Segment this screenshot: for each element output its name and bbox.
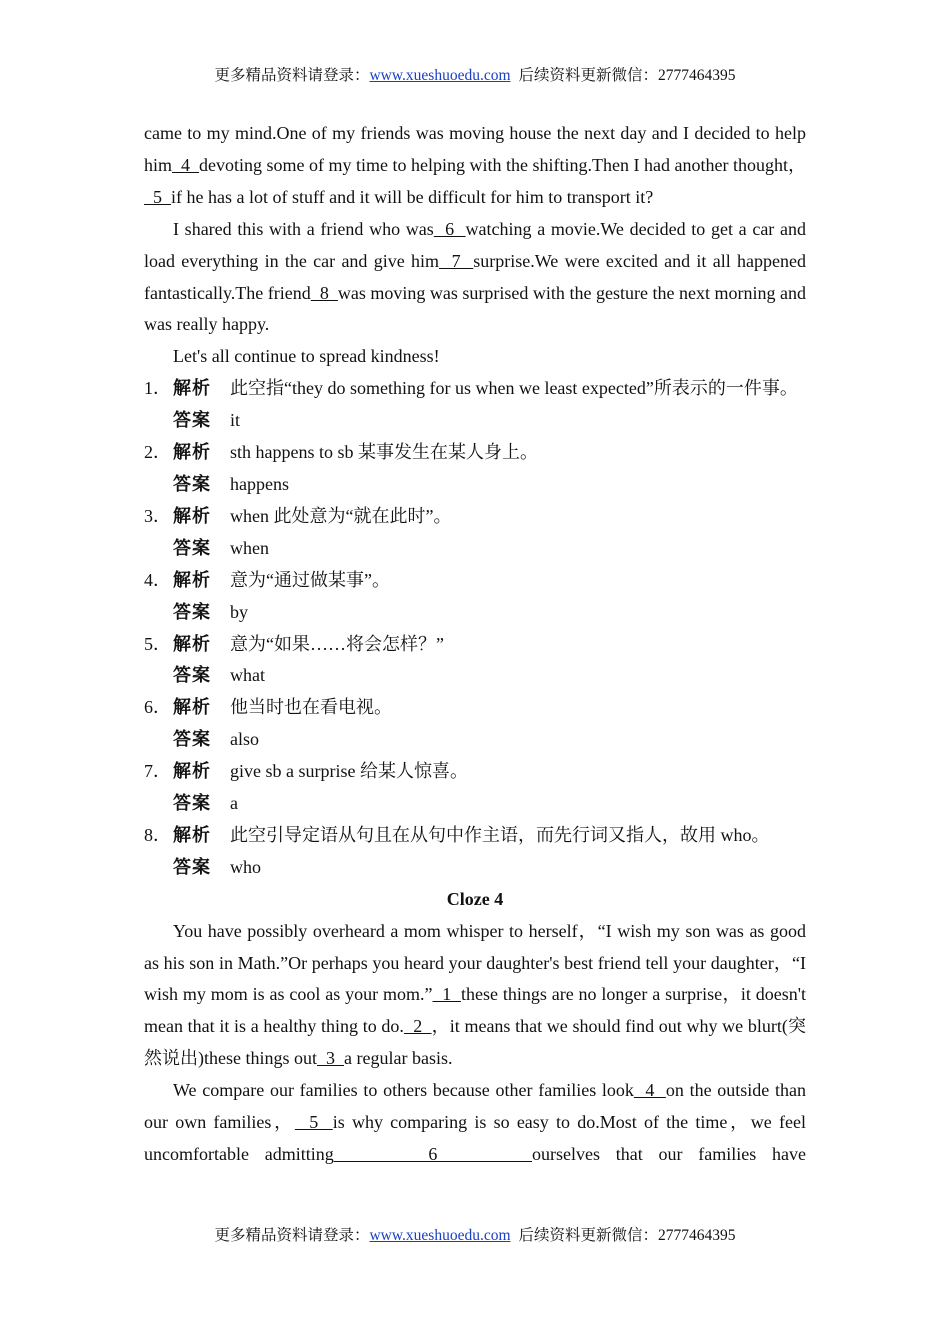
answer-text: it <box>230 410 241 431</box>
answer-row <box>144 724 806 756</box>
blank-5: 5 <box>144 186 171 207</box>
analysis-text: give sb a surprise 给某人惊喜。 <box>230 761 468 782</box>
passage-paragraph: I shared this with a friend who was 6 watching a movie.We decided to get a car and load everything in the car and give him 7 surprise.We were excited and it all happened fantastically.The friend 8 was moving was surprised with the gesture the next morning and was really happy. <box>144 218 807 335</box>
analysis-label: 解析 <box>173 697 211 718</box>
analysis-row <box>144 501 806 533</box>
answer-row <box>144 405 806 437</box>
answer-label: 答案 <box>173 601 211 622</box>
analysis-row <box>144 629 806 661</box>
answer-text: happens <box>230 473 289 494</box>
blank-1: 1 <box>432 984 461 1005</box>
item-number: 6． <box>144 697 171 718</box>
analysis-label: 解析 <box>173 761 211 782</box>
header-suffix: 后续资料更新微信：2777464395 <box>518 67 736 84</box>
header-link[interactable]: www.xueshuoedu.com <box>369 67 511 84</box>
page-header <box>0 66 950 86</box>
analysis-text: when 此处意为“就在此时”。 <box>230 505 452 526</box>
analysis-label: 解析 <box>173 505 211 526</box>
passage-closing: Let's all continue to spread kindness! <box>173 346 440 367</box>
answer-label: 答案 <box>173 856 211 877</box>
analysis-label: 解析 <box>173 569 211 590</box>
passage-paragraph: You have possibly overheard a mom whisper to herself，“I wish my son was as good as his son in Math.”Or perhaps you heard your daughter's best friend tell your daughter，“I wish my mom is as cool as your mom.” 1 these things are no longer a surprise，it doesn't mean that it is a healthy thing to do. 2 ，it means that we should find out why we blurt(突然说出)these things out 3 a regular basis. <box>144 920 806 1069</box>
answer-row <box>144 469 806 501</box>
item-number: 7． <box>144 761 171 782</box>
answer-label: 答案 <box>173 729 211 750</box>
analysis-row <box>144 692 806 724</box>
analysis-row <box>144 373 806 405</box>
analysis-label: 解析 <box>173 633 211 654</box>
analysis-label: 解析 <box>173 824 211 845</box>
analysis-row <box>144 437 806 469</box>
answer-row <box>144 788 806 820</box>
answer-text: what <box>230 665 265 686</box>
answer-row <box>144 852 806 884</box>
footer-link[interactable]: www.xueshuoedu.com <box>369 1227 511 1244</box>
analysis-text: sth happens to sb 某事发生在某人身上。 <box>230 442 538 463</box>
analysis-row <box>144 820 806 852</box>
answer-row <box>144 660 806 692</box>
analysis-text: 此空引导定语从句且在从句中作主语，而先行词又指人，故用 who。 <box>230 824 770 845</box>
answer-text: who <box>230 856 261 877</box>
item-number: 1． <box>144 378 171 399</box>
item-number: 3． <box>144 505 171 526</box>
blank-8: 8 <box>310 282 338 303</box>
page-content <box>144 118 806 1171</box>
page-footer <box>0 1226 950 1246</box>
analysis-label: 解析 <box>173 442 211 463</box>
answer-text: also <box>230 729 259 750</box>
footer-prefix: 更多精品资料请登录： <box>214 1227 370 1244</box>
analysis-text: 此空指“they do something for us when we least expected”所表示的一件事。 <box>230 378 798 399</box>
item-number: 2． <box>144 442 171 463</box>
answer-label: 答案 <box>173 537 211 558</box>
header-prefix: 更多精品资料请登录： <box>214 67 370 84</box>
item-number: 4． <box>144 569 171 590</box>
answer-text: by <box>230 601 248 622</box>
item-number: 8． <box>144 824 171 845</box>
passage-paragraph: came to my mind.One of my friends was moving house the next day and I decided to help him 4 devoting some of my time to helping with the shifting.Then I had another thought， 5 if he has a lot of stuff and it will be difficult for him to transport it? <box>144 123 807 207</box>
answer-label: 答案 <box>173 473 211 494</box>
answer-row <box>144 533 806 565</box>
answer-text: when <box>230 537 269 558</box>
answer-section <box>144 373 806 884</box>
blank-4: 4 <box>633 1080 666 1101</box>
analysis-text: 意为“如果……将会怎样？” <box>230 633 444 654</box>
answer-label: 答案 <box>173 410 211 431</box>
section-title: Cloze 4 <box>446 888 504 909</box>
passage-paragraph: We compare our families to others because other families look 4 on the outside than our own families， 5 is why comparing is so easy to do.Most of the time，we feel uncomfortable admitting 6 ourselves that our families have <box>144 1080 807 1164</box>
blank-7: 7 <box>439 250 474 271</box>
blank-4: 4 <box>172 154 200 175</box>
blank-3: 3 <box>317 1048 344 1069</box>
blank-2: 2 <box>403 1016 432 1037</box>
blank-6: 6 <box>433 218 466 239</box>
answer-row <box>144 597 806 629</box>
analysis-label: 解析 <box>173 378 211 399</box>
item-number: 5． <box>144 633 171 654</box>
analysis-text: 意为“通过做某事”。 <box>230 569 390 590</box>
blank-5: 5 <box>294 1112 333 1133</box>
analysis-row <box>144 756 806 788</box>
analysis-row <box>144 565 806 597</box>
answer-label: 答案 <box>173 665 211 686</box>
footer-suffix: 后续资料更新微信：2777464395 <box>518 1227 736 1244</box>
blank-6: 6 <box>333 1144 532 1164</box>
answer-text: a <box>230 793 238 814</box>
analysis-text: 他当时也在看电视。 <box>230 697 392 718</box>
answer-label: 答案 <box>173 793 211 814</box>
